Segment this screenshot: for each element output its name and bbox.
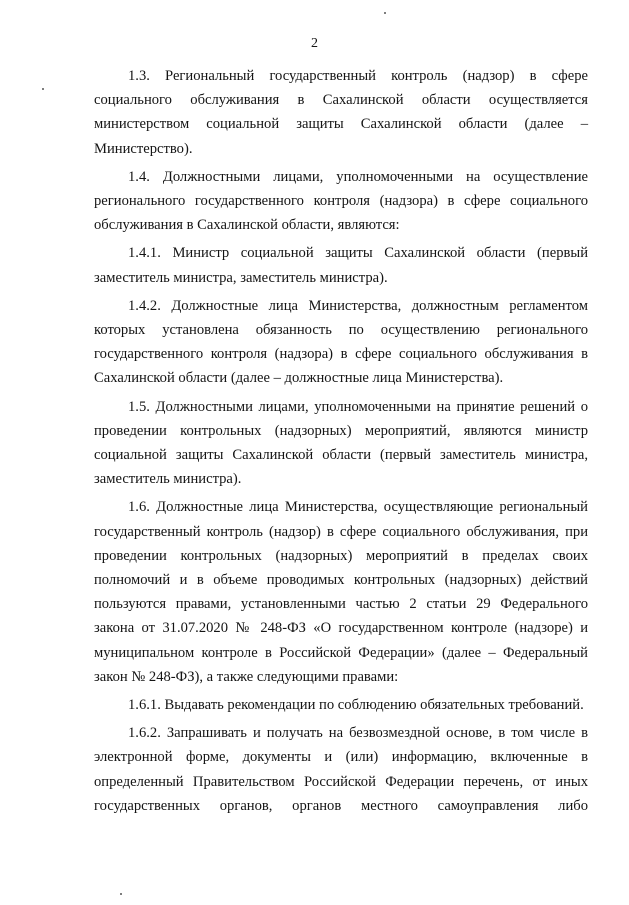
paragraph-1-5: 1.5. Должностными лицами, уполномоченными на принятие решений о проведении контрольных (надзорных) мероприятий, являются министр социальной защиты Сахалинской области (первый заместитель министра, заместитель министра). xyxy=(94,398,588,488)
paragraph-1-6: 1.6. Должностные лица Министерства, осуществляющие региональный государственный контроль (надзор) в сфере социального обслуживания, при проведении контрольных (надзорных) мероприятий в пределах своих полномочий и в объеме проводимых контрольных (надзорных) действий пользуются правами, установленными частью 2 статьи 29 Федерального закона от 31.07.2020 № 248-ФЗ «О государственном контроле (надзоре) и муниципальном контроле в Российской Федерации» (далее – Федеральный закон № 248-ФЗ), а также следующими правами: xyxy=(94,499,588,685)
document-body xyxy=(94,64,588,822)
paragraph-1-6-2: 1.6.2. Запрашивать и получать на безвозмездной основе, в том числе в электронной форме, документы и (или) информацию, включенные в определенный Правительством Российской Федерации перечень, от иных государственных органов, органов местного самоуправления либо xyxy=(94,725,588,814)
paragraph-1-4-1: 1.4.1. Министр социальной защиты Сахалинской области (первый заместитель министра, заместитель министра). xyxy=(94,245,588,286)
page-number: 2 xyxy=(311,36,318,51)
scan-speck xyxy=(120,893,122,895)
paragraph-1-4: 1.4. Должностными лицами, уполномоченными на осуществление регионального государственного контроля (надзора) в сфере социального обслуживания в Сахалинской области, являются: xyxy=(94,168,588,234)
paragraph-1-3: 1.3. Региональный государственный контроль (надзор) в сфере социального обслуживания в Сахалинской области осуществляется министерством социальной защиты Сахалинской области (далее – Министерство). xyxy=(94,68,588,157)
scan-speck xyxy=(384,12,386,14)
paragraph-1-6-1: 1.6.1. Выдавать рекомендации по соблюдению обязательных требований. xyxy=(128,697,584,714)
scan-speck xyxy=(42,88,44,90)
paragraph-1-4-2: 1.4.2. Должностные лица Министерства, должностным регламентом которых установлена обязанность по осуществлению регионального государственного контроля (надзора) в сфере социального обслуживания в Сахалинской области (далее – должностные лица Министерства). xyxy=(94,297,588,387)
